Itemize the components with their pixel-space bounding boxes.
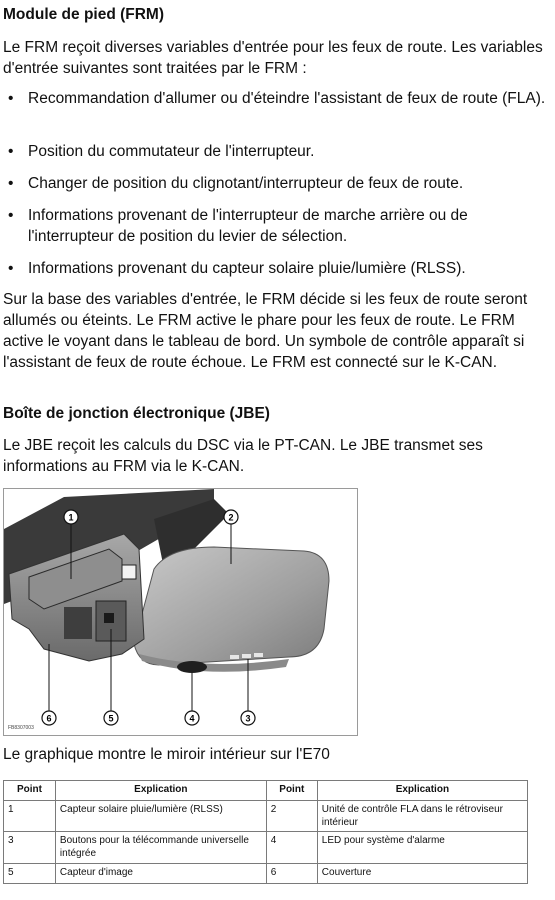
table-cell: Couverture (317, 864, 527, 884)
table-cell: 5 (4, 864, 56, 884)
table-row (4, 801, 528, 832)
alarm-led (177, 661, 207, 673)
figure-caption: Le graphique montre le miroir intérieur sur l'E70 (3, 746, 330, 763)
callout-3 (241, 711, 255, 725)
list-item-text: Changer de position du clignotant/interrupteur de feux de route. (28, 175, 464, 192)
legend-table (3, 780, 528, 884)
table-cell: Boutons pour la télécommande universelle intégrée (55, 832, 266, 864)
table-cell: Capteur solaire pluie/lumière (RLSS) (55, 801, 266, 832)
callout-number: 5 (108, 713, 114, 724)
callout-1 (64, 510, 78, 524)
table-cell: 2 (266, 801, 317, 832)
table-cell: 3 (4, 832, 56, 864)
callout-number: 6 (46, 713, 52, 724)
callout-5 (104, 711, 118, 725)
bullet-icon: • (8, 175, 14, 192)
callout-number: 4 (189, 713, 195, 724)
table-cell: 4 (266, 832, 317, 864)
callout-number: 3 (245, 713, 251, 724)
section-heading-frm: Module de pied (FRM) (3, 6, 165, 23)
remote-button (230, 655, 239, 659)
interior-mirror-figure (3, 488, 358, 736)
table-header-row (4, 781, 528, 801)
list-item-text: Informations provenant du capteur solaire pluie/lumière (RLSS). (28, 260, 466, 277)
table-cell: 1 (4, 801, 56, 832)
mirror-housing (134, 547, 329, 665)
table-cell: LED pour système d'alarme (317, 832, 527, 864)
jbe-paragraph: Le JBE reçoit les calculs du DSC via le PT-CAN. Le JBE transmet ses informations au FRM via le K-CAN. (3, 437, 483, 475)
table-row (4, 832, 528, 864)
electronics-board (64, 607, 92, 639)
column-header: Point (4, 781, 56, 801)
table-cell: Capteur d'image (55, 864, 266, 884)
callout-number: 2 (228, 512, 234, 523)
callout-number: 1 (68, 512, 74, 523)
callout-2 (224, 510, 238, 524)
column-header: Point (266, 781, 317, 801)
callout-6 (42, 711, 56, 725)
list-item-text: Informations provenant de l'interrupteur de marche arrière ou de l'interrupteur de position du levier de sélection. (28, 207, 468, 245)
column-header: Explication (55, 781, 266, 801)
frm-intro-paragraph: Le FRM reçoit diverses variables d'entrée pour les feux de route. Les variables d'entrée suivantes sont traitées par le FRM : (3, 39, 543, 77)
bullet-icon: • (8, 90, 14, 107)
callout-4 (185, 711, 199, 725)
frm-conclusion-paragraph: Sur la base des variables d'entrée, le FRM décide si les feux de route seront allumés ou éteints. Le FRM active le phare pour les feux de route. Le FRM active le voyant dans le tableau de bord. Un symbole de contrôle apparaît si l'assistant de feux de route échoue. Le FRM est connecté sur le K-CAN. (3, 291, 528, 371)
bullet-icon: • (8, 260, 14, 277)
camera-lens (104, 613, 114, 623)
bullet-icon: • (8, 143, 14, 160)
table-cell: Unité de contrôle FLA dans le rétroviseur intérieur (317, 801, 527, 832)
column-header: Explication (317, 781, 527, 801)
interior-mirror-illustration (4, 489, 357, 735)
figure-image-code: FB8307003 (8, 725, 34, 731)
section-heading-jbe: Boîte de jonction électronique (JBE) (3, 405, 270, 422)
list-item-text: Recommandation d'allumer ou d'éteindre l'assistant de feux de route (FLA). (28, 90, 546, 107)
table-cell: 6 (266, 864, 317, 884)
list-item-text: Position du commutateur de l'interrupteur. (28, 143, 315, 160)
bullet-icon: • (8, 207, 14, 224)
connector (122, 565, 136, 579)
remote-button (242, 654, 251, 658)
remote-button (254, 653, 263, 657)
table-row (4, 864, 528, 884)
